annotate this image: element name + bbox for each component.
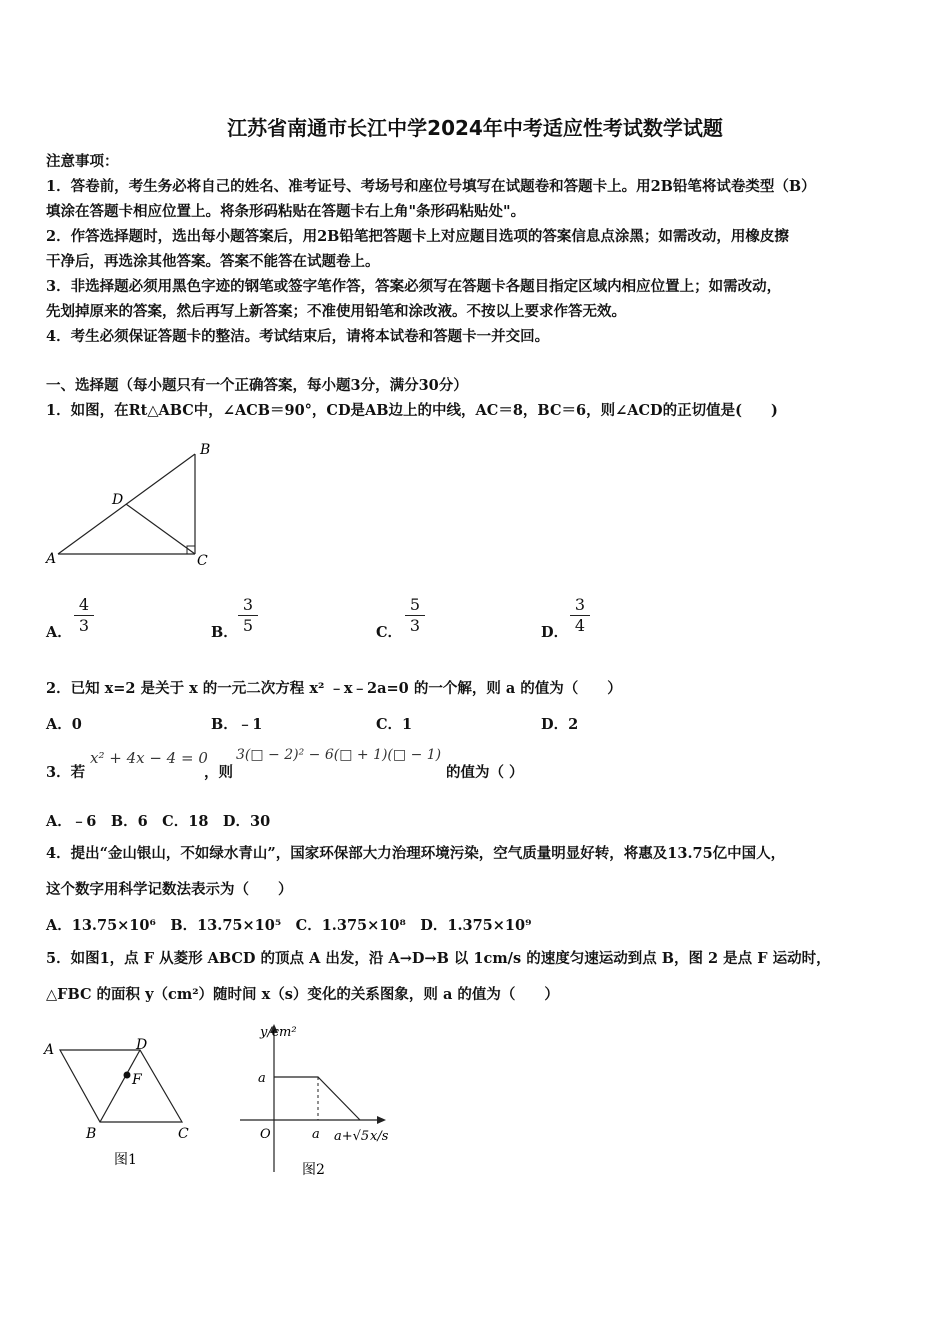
point-label-b: B (86, 1126, 97, 1142)
numerator: 3 (574, 595, 586, 614)
point-label-c: C (178, 1126, 189, 1142)
point-label-a: A (46, 551, 57, 567)
question-4-line-2: 这个数字用科学记数法表示为（ ） (46, 881, 293, 898)
notice-line: 4．考生必须保证答题卡的整洁。考试结束后，请将本试卷和答题卡一并交回。 (46, 328, 550, 345)
notice-line: 3．非选择题必须用黑色字迹的钢笔或签字笔作答，答案必须写在答题卡各题目指定区域内相应位置上；如需改动， (46, 278, 782, 295)
page-title: 江苏省南通市长江中学2024年中考适应性考试数学试题 (227, 116, 723, 140)
point-label-d: D (112, 492, 124, 508)
x-value-label: a (312, 1127, 320, 1142)
q2-option-b: B．﹣1 (211, 716, 263, 733)
question-2-text: 2．已知 x=2 是关于 x 的一元二次方程 x² ﹣x﹣2a=0 的一个解，则 a 的值为（ ） (46, 680, 622, 697)
point-label-b: B (200, 442, 211, 458)
q5-graph-figure (236, 1022, 396, 1182)
notice-line: 1．答卷前，考生务必将自己的姓名、准考证号、考场号和座位号填写在试题卷和答题卡上。用2B铅笔将试卷类型（B） (46, 178, 816, 195)
q2-option-c: C．1 (376, 716, 413, 733)
option-a-label: A． (46, 624, 72, 641)
x-end-label: a+√5 (334, 1129, 370, 1144)
question-3-mid: ，则 (204, 764, 233, 781)
option-b-fraction (238, 596, 258, 635)
option-d-label: D． (541, 624, 569, 641)
point-label-a: A (44, 1042, 55, 1058)
notice-line: 先划掉原来的答案，然后再写上新答案；不准使用铅笔和涂改液。不按以上要求作答无效。 (46, 303, 626, 320)
q3-expression: 3(□ − 2)² − 6(□ + 1)(□ − 1) (236, 747, 442, 763)
y-value-label: a (258, 1071, 266, 1086)
question-5-line-1: 5．如图1，点 F 从菱形 ABCD 的顶点 A 出发，沿 A→D→B 以 1cm/s 的速度匀速运动到点 B，图 2 是点 F 运动时， (46, 950, 831, 967)
question-3-prefix: 3．若 (46, 764, 86, 781)
question-3-suffix: 的值为（ ） (446, 764, 524, 781)
denominator: 3 (409, 616, 421, 635)
x-axis-label: x/s (370, 1129, 389, 1144)
q3-options: A．﹣6 B．6 C．18 D．30 (46, 813, 271, 830)
numerator: 3 (242, 595, 254, 614)
question-1-text: 1．如图，在Rt△ABC中，∠ACB＝90°，CD是AB边上的中线，AC＝8，BC＝6，则∠ACD的正切值是( ) (46, 402, 778, 419)
point-label-c: C (197, 553, 208, 569)
y-axis-label: y/cm² (260, 1025, 297, 1040)
denominator: 4 (574, 616, 586, 635)
option-c-label: C． (376, 624, 403, 641)
point-label-f: F (132, 1072, 142, 1088)
q2-option-d: D．2 (541, 716, 579, 733)
q5-rhombus-figure (40, 1030, 210, 1175)
q2-option-a: A．0 (46, 716, 82, 733)
q1-triangle-figure (40, 438, 220, 573)
denominator: 3 (78, 616, 90, 635)
question-5-line-2: △FBC 的面积 y（cm²）随时间 x（s）变化的关系图象，则 a 的值为（ ） (46, 986, 559, 1003)
figure-1-caption: 图1 (114, 1152, 137, 1168)
question-4-line-1: 4．提出“金山银山，不如绿水青山”，国家环保部大力治理环境污染，空气质量明显好转，将惠及13.75亿中国人， (46, 845, 786, 862)
point-label-d: D (136, 1037, 148, 1053)
notice-line: 2．作答选择题时，选出每小题答案后，用2B铅笔把答题卡上对应题目选项的答案信息点涂黑；如需改动，用橡皮擦 (46, 228, 789, 245)
figure-2-caption: 图2 (302, 1162, 325, 1178)
section-heading: 一、选择题（每小题只有一个正确答案，每小题3分，满分30分） (46, 377, 468, 394)
numerator: 5 (409, 595, 421, 614)
option-b-label: B． (211, 624, 238, 641)
option-a-fraction (74, 596, 94, 635)
notice-line: 干净后，再选涂其他答案。答案不能答在试题卷上。 (46, 253, 380, 270)
notice-heading: 注意事项： (46, 153, 119, 170)
q3-equation-1: x² + 4x − 4 = 0 (90, 749, 208, 767)
denominator: 5 (242, 616, 254, 635)
notice-line: 填涂在答题卡相应位置上。将条形码粘贴在答题卡右上角"条形码粘贴处"。 (46, 203, 526, 220)
option-d-fraction (570, 596, 590, 635)
origin-label: O (260, 1127, 271, 1142)
option-c-fraction (405, 596, 425, 635)
q4-options: A．13.75×10⁶ B．13.75×10⁵ C．1.375×10⁸ D．1.375×10⁹ (46, 917, 532, 934)
numerator: 4 (78, 595, 90, 614)
